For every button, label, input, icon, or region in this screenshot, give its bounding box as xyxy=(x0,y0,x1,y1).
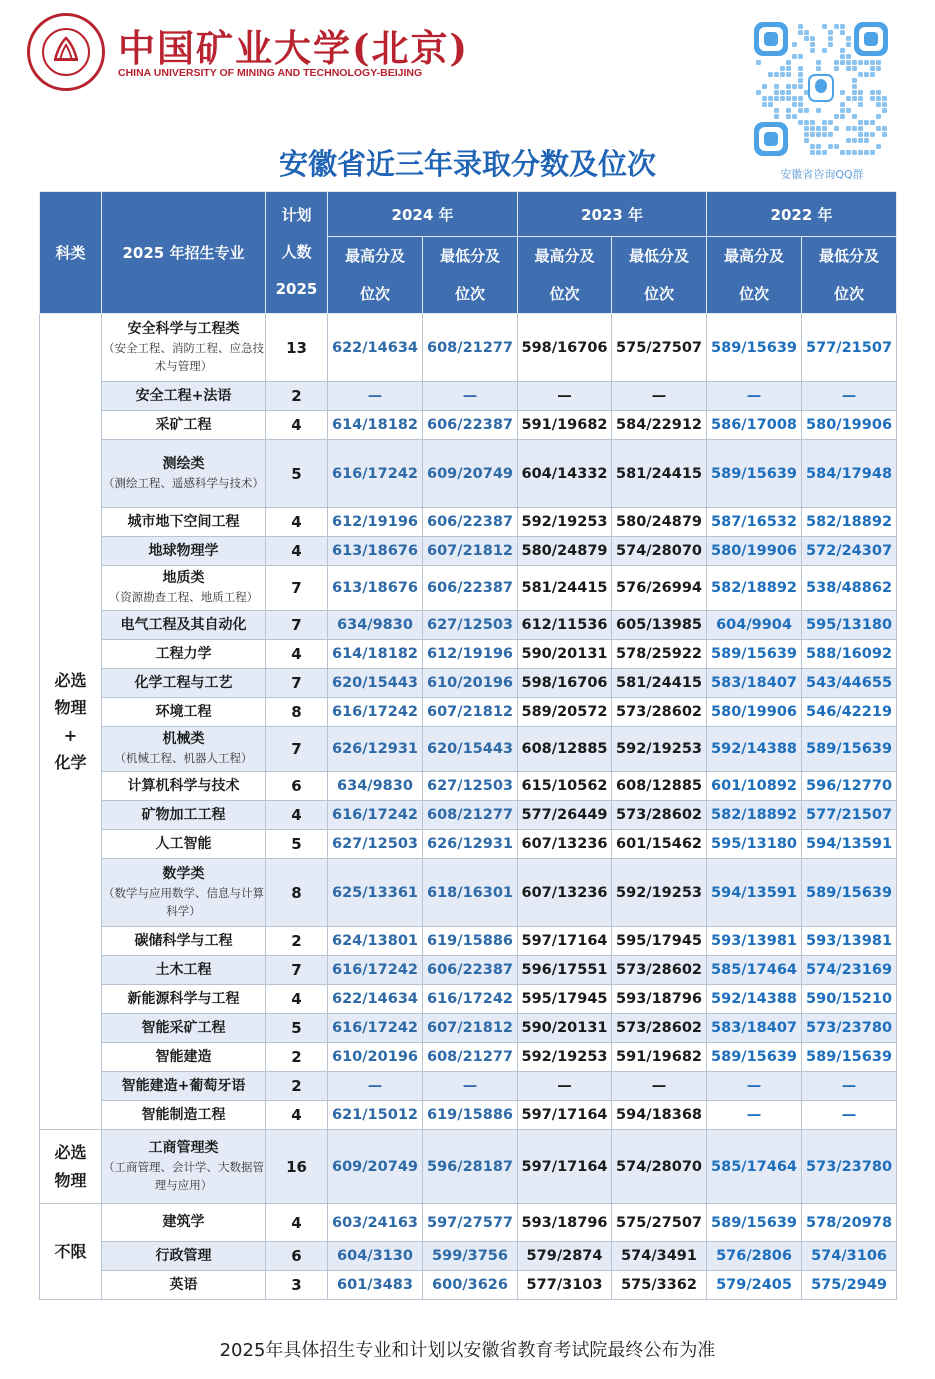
major-name: 采矿工程 xyxy=(102,411,266,440)
score-y2022-max: 595/13180 xyxy=(707,830,802,859)
header-2024-max: 最高分及 位次 xyxy=(328,237,423,314)
major-subjects: （工商管理、会计学、大数据管理与应用） xyxy=(103,1159,264,1192)
plan-count: 7 xyxy=(266,611,328,640)
table-row xyxy=(40,1101,897,1130)
score-y2022-max: 576/2806 xyxy=(707,1242,802,1271)
header-year-2023: 2023 年 xyxy=(518,192,707,237)
table-row xyxy=(40,1130,897,1204)
score-y2022-min: 582/18892 xyxy=(802,508,897,537)
plan-count: 7 xyxy=(266,566,328,611)
score-y2023-max: 595/17945 xyxy=(518,985,612,1014)
score-y2024-min: 607/21812 xyxy=(423,1014,518,1043)
score-y2022-min: 589/15639 xyxy=(802,727,897,772)
major-name: 新能源科学与工程 xyxy=(102,985,266,1014)
score-y2022-min: 593/13981 xyxy=(802,927,897,956)
score-y2023-min: 595/17945 xyxy=(612,927,707,956)
score-y2024-max: 626/12931 xyxy=(328,727,423,772)
major-subjects: （机械工程、机器人工程） xyxy=(114,751,253,766)
header-category: 科类 xyxy=(40,192,102,314)
score-y2024-min: 600/3626 xyxy=(423,1271,518,1300)
score-y2022-min: 580/19906 xyxy=(802,411,897,440)
table-row xyxy=(40,1072,897,1101)
plan-count: 8 xyxy=(266,859,328,927)
score-y2023-min: 573/28602 xyxy=(612,956,707,985)
score-y2024-min: — xyxy=(423,382,518,411)
score-y2023-max: 589/20572 xyxy=(518,698,612,727)
university-name-en: CHINA UNIVERSITY OF MINING AND TECHNOLOGY-BEIJING xyxy=(118,67,423,79)
plan-count: 7 xyxy=(266,669,328,698)
score-y2023-min: 574/28070 xyxy=(612,537,707,566)
score-y2022-min: 577/21507 xyxy=(802,314,897,382)
score-y2022-max: — xyxy=(707,1101,802,1130)
plan-count: 16 xyxy=(266,1130,328,1204)
score-y2024-max: 620/15443 xyxy=(328,669,423,698)
major-name: 地球物理学 xyxy=(102,537,266,566)
table-row xyxy=(40,830,897,859)
score-y2023-min: 575/27507 xyxy=(612,314,707,382)
plan-count: 5 xyxy=(266,440,328,508)
score-y2023-min: 580/24879 xyxy=(612,508,707,537)
major-name: 数学类 （数学与应用数学、信息与计算科学） xyxy=(102,859,266,927)
category-physics-chemistry: 必选 物理 + 化学 xyxy=(40,314,102,1130)
score-y2024-min: — xyxy=(423,1072,518,1101)
table-row xyxy=(40,859,897,927)
score-y2023-max: — xyxy=(518,1072,612,1101)
major-name: 矿物加工工程 xyxy=(102,801,266,830)
score-y2024-min: 607/21812 xyxy=(423,698,518,727)
major-name: 城市地下空间工程 xyxy=(102,508,266,537)
major-name: 工商管理类 （工商管理、会计学、大数据管理与应用） xyxy=(102,1130,266,1204)
category-unrestricted: 不限 xyxy=(40,1204,102,1300)
header-year-2022: 2022 年 xyxy=(707,192,897,237)
score-y2022-max: 582/18892 xyxy=(707,566,802,611)
score-y2024-max: 614/18182 xyxy=(328,640,423,669)
table-row xyxy=(40,640,897,669)
table-row xyxy=(40,508,897,537)
score-y2024-min: 597/27577 xyxy=(423,1204,518,1242)
score-y2022-max: 592/14388 xyxy=(707,727,802,772)
score-y2023-min: 573/28602 xyxy=(612,1014,707,1043)
score-y2024-min: 619/15886 xyxy=(423,1101,518,1130)
score-y2022-min: 573/23780 xyxy=(802,1014,897,1043)
major-subjects: （数学与应用数学、信息与计算科学） xyxy=(103,885,264,918)
score-y2022-min: 573/23780 xyxy=(802,1130,897,1204)
score-y2023-max: 577/3103 xyxy=(518,1271,612,1300)
score-y2023-max: 596/17551 xyxy=(518,956,612,985)
score-y2022-min: 572/24307 xyxy=(802,537,897,566)
score-y2024-min: 608/21277 xyxy=(423,801,518,830)
score-y2023-min: 573/28602 xyxy=(612,698,707,727)
table-row xyxy=(40,985,897,1014)
score-y2023-min: 575/27507 xyxy=(612,1204,707,1242)
score-y2022-max: 589/15639 xyxy=(707,440,802,508)
major-name: 安全工程+法语 xyxy=(102,382,266,411)
admission-score-table xyxy=(39,191,897,1300)
score-y2024-max: 609/20749 xyxy=(328,1130,423,1204)
score-y2022-max: 579/2405 xyxy=(707,1271,802,1300)
score-y2023-min: 576/26994 xyxy=(612,566,707,611)
score-y2024-max: 625/13361 xyxy=(328,859,423,927)
score-y2024-max: 616/17242 xyxy=(328,698,423,727)
score-y2024-min: 599/3756 xyxy=(423,1242,518,1271)
table-row xyxy=(40,382,897,411)
major-subjects: （资源勘查工程、地质工程） xyxy=(108,590,259,605)
major-name: 智能制造工程 xyxy=(102,1101,266,1130)
plan-count: 8 xyxy=(266,698,328,727)
score-y2024-min: 608/21277 xyxy=(423,1043,518,1072)
table-body xyxy=(40,314,897,1300)
table-row xyxy=(40,698,897,727)
header-2023-max: 最高分及 位次 xyxy=(518,237,612,314)
score-y2023-max: 597/17164 xyxy=(518,1130,612,1204)
score-y2023-min: 574/28070 xyxy=(612,1130,707,1204)
score-y2022-max: 589/15639 xyxy=(707,1043,802,1072)
score-y2023-max: 592/19253 xyxy=(518,508,612,537)
score-y2023-max: 612/11536 xyxy=(518,611,612,640)
score-y2023-max: 577/26449 xyxy=(518,801,612,830)
score-y2023-min: — xyxy=(612,1072,707,1101)
score-y2024-max: — xyxy=(328,1072,423,1101)
score-y2024-min: 609/20749 xyxy=(423,440,518,508)
score-y2024-min: 616/17242 xyxy=(423,985,518,1014)
score-y2023-max: 581/24415 xyxy=(518,566,612,611)
score-y2022-max: 589/15639 xyxy=(707,1204,802,1242)
score-y2023-max: 593/18796 xyxy=(518,1204,612,1242)
score-y2024-max: 616/17242 xyxy=(328,801,423,830)
score-y2024-max: 622/14634 xyxy=(328,985,423,1014)
score-y2024-min: 608/21277 xyxy=(423,314,518,382)
table-row xyxy=(40,956,897,985)
major-name: 化学工程与工艺 xyxy=(102,669,266,698)
table-row xyxy=(40,537,897,566)
score-y2023-max: 592/19253 xyxy=(518,1043,612,1072)
qr-caption: 安徽省咨询QQ群 xyxy=(780,168,864,181)
major-name: 智能建造+葡萄牙语 xyxy=(102,1072,266,1101)
header-2024-min: 最低分及 位次 xyxy=(423,237,518,314)
score-y2022-min: 577/21507 xyxy=(802,801,897,830)
header-major: 2025 年招生专业 xyxy=(102,192,266,314)
score-y2022-max: 586/17008 xyxy=(707,411,802,440)
score-y2022-max: 604/9904 xyxy=(707,611,802,640)
table-row xyxy=(40,1014,897,1043)
plan-count: 4 xyxy=(266,537,328,566)
score-y2022-min: — xyxy=(802,382,897,411)
score-y2023-min: 605/13985 xyxy=(612,611,707,640)
header-year-2024: 2024 年 xyxy=(328,192,518,237)
score-y2024-min: 606/22387 xyxy=(423,566,518,611)
major-name: 电气工程及其自动化 xyxy=(102,611,266,640)
score-y2022-min: 588/16092 xyxy=(802,640,897,669)
score-y2022-max: 594/13591 xyxy=(707,859,802,927)
major-subjects: （测绘工程、遥感科学与技术） xyxy=(103,475,264,490)
seal-emblem-icon xyxy=(52,36,80,62)
score-y2024-max: 613/18676 xyxy=(328,537,423,566)
score-y2024-max: 604/3130 xyxy=(328,1242,423,1271)
score-y2022-max: 580/19906 xyxy=(707,537,802,566)
major-name: 安全科学与工程类 （安全工程、消防工程、应急技术与管理） xyxy=(102,314,266,382)
score-y2024-min: 606/22387 xyxy=(423,411,518,440)
score-y2023-max: 590/20131 xyxy=(518,640,612,669)
plan-count: 2 xyxy=(266,382,328,411)
score-y2024-max: 622/14634 xyxy=(328,314,423,382)
table-row xyxy=(40,566,897,611)
score-y2022-min: 574/3106 xyxy=(802,1242,897,1271)
score-y2022-max: 583/18407 xyxy=(707,669,802,698)
score-y2024-max: 634/9830 xyxy=(328,611,423,640)
score-y2023-max: 607/13236 xyxy=(518,830,612,859)
score-y2023-max: 598/16706 xyxy=(518,669,612,698)
header-plan: 计划 人数 2025 xyxy=(266,192,328,314)
score-y2022-min: 575/2949 xyxy=(802,1271,897,1300)
header-2022-min: 最低分及 位次 xyxy=(802,237,897,314)
plan-count: 3 xyxy=(266,1271,328,1300)
table-row xyxy=(40,669,897,698)
major-name: 人工智能 xyxy=(102,830,266,859)
table-row xyxy=(40,440,897,508)
major-name: 碳储科学与工程 xyxy=(102,927,266,956)
score-y2022-max: 580/19906 xyxy=(707,698,802,727)
score-y2022-max: — xyxy=(707,1072,802,1101)
header xyxy=(0,0,935,190)
score-y2022-min: — xyxy=(802,1072,897,1101)
score-y2024-min: 606/22387 xyxy=(423,956,518,985)
plan-count: 4 xyxy=(266,1101,328,1130)
score-y2022-min: 578/20978 xyxy=(802,1204,897,1242)
score-y2022-max: — xyxy=(707,382,802,411)
major-name: 工程力学 xyxy=(102,640,266,669)
score-y2024-min: 612/19196 xyxy=(423,640,518,669)
plan-count: 4 xyxy=(266,411,328,440)
header-2022-max: 最高分及 位次 xyxy=(707,237,802,314)
score-y2024-min: 596/28187 xyxy=(423,1130,518,1204)
table-row xyxy=(40,1204,897,1242)
plan-count: 2 xyxy=(266,1072,328,1101)
score-y2023-max: 597/17164 xyxy=(518,927,612,956)
footer-note: 2025年具体招生专业和计划以安徽省教育考试院最终公布为准 xyxy=(219,1340,716,1361)
score-y2023-min: 592/19253 xyxy=(612,859,707,927)
score-y2022-max: 582/18892 xyxy=(707,801,802,830)
score-y2023-min: 594/18368 xyxy=(612,1101,707,1130)
score-y2024-min: 619/15886 xyxy=(423,927,518,956)
score-y2024-min: 627/12503 xyxy=(423,772,518,801)
score-y2023-min: 593/18796 xyxy=(612,985,707,1014)
major-name: 测绘类 （测绘工程、遥感科学与技术） xyxy=(102,440,266,508)
score-y2024-max: 610/20196 xyxy=(328,1043,423,1072)
score-y2023-max: 607/13236 xyxy=(518,859,612,927)
score-y2022-max: 587/16532 xyxy=(707,508,802,537)
page-title: 安徽省近三年录取分数及位次 xyxy=(278,147,656,181)
score-y2023-max: 608/12885 xyxy=(518,727,612,772)
major-name: 智能采矿工程 xyxy=(102,1014,266,1043)
score-y2022-max: 583/18407 xyxy=(707,1014,802,1043)
table-row xyxy=(40,927,897,956)
score-y2022-min: 584/17948 xyxy=(802,440,897,508)
table-row xyxy=(40,801,897,830)
table-row xyxy=(40,1043,897,1072)
table-row xyxy=(40,1271,897,1300)
plan-count: 4 xyxy=(266,640,328,669)
plan-count: 4 xyxy=(266,508,328,537)
score-y2023-max: 591/19682 xyxy=(518,411,612,440)
header-2023-min: 最低分及 位次 xyxy=(612,237,707,314)
plan-count: 4 xyxy=(266,1204,328,1242)
score-y2024-max: 614/18182 xyxy=(328,411,423,440)
score-y2024-min: 618/16301 xyxy=(423,859,518,927)
score-y2024-max: 613/18676 xyxy=(328,566,423,611)
score-y2024-max: 616/17242 xyxy=(328,440,423,508)
score-y2022-max: 592/14388 xyxy=(707,985,802,1014)
score-y2024-max: 621/15012 xyxy=(328,1101,423,1130)
major-name: 建筑学 xyxy=(102,1204,266,1242)
score-y2024-min: 626/12931 xyxy=(423,830,518,859)
score-y2023-min: 592/19253 xyxy=(612,727,707,772)
plan-count: 13 xyxy=(266,314,328,382)
score-y2022-max: 593/13981 xyxy=(707,927,802,956)
score-y2023-max: 590/20131 xyxy=(518,1014,612,1043)
plan-count: 5 xyxy=(266,1014,328,1043)
plan-count: 5 xyxy=(266,830,328,859)
plan-count: 4 xyxy=(266,801,328,830)
major-subjects: （安全工程、消防工程、应急技术与管理） xyxy=(103,340,264,373)
score-y2024-min: 606/22387 xyxy=(423,508,518,537)
score-y2023-min: 591/19682 xyxy=(612,1043,707,1072)
major-name: 环境工程 xyxy=(102,698,266,727)
university-seal-icon xyxy=(27,13,105,91)
score-y2023-min: — xyxy=(612,382,707,411)
score-y2024-max: 616/17242 xyxy=(328,956,423,985)
plan-count: 7 xyxy=(266,956,328,985)
score-y2024-max: — xyxy=(328,382,423,411)
score-y2023-max: 598/16706 xyxy=(518,314,612,382)
major-name: 地质类 （资源勘查工程、地质工程） xyxy=(102,566,266,611)
score-y2022-min: 543/44655 xyxy=(802,669,897,698)
major-name: 英语 xyxy=(102,1271,266,1300)
plan-count: 2 xyxy=(266,1043,328,1072)
score-y2022-min: 574/23169 xyxy=(802,956,897,985)
major-name: 智能建造 xyxy=(102,1043,266,1072)
score-y2022-min: 595/13180 xyxy=(802,611,897,640)
table-row xyxy=(40,314,897,382)
plan-count: 6 xyxy=(266,1242,328,1271)
major-name: 行政管理 xyxy=(102,1242,266,1271)
score-y2024-max: 612/19196 xyxy=(328,508,423,537)
score-y2022-min: 590/15210 xyxy=(802,985,897,1014)
score-y2022-max: 585/17464 xyxy=(707,956,802,985)
category-physics: 必选 物理 xyxy=(40,1130,102,1204)
score-y2022-min: 546/42219 xyxy=(802,698,897,727)
qq-group-qr-code-icon xyxy=(752,20,890,158)
plan-count: 4 xyxy=(266,985,328,1014)
plan-count: 7 xyxy=(266,727,328,772)
university-name-cn: 中国矿业大学(北京) xyxy=(118,26,470,70)
score-y2023-max: 579/2874 xyxy=(518,1242,612,1271)
score-y2023-max: 615/10562 xyxy=(518,772,612,801)
table-row xyxy=(40,1242,897,1271)
score-y2022-min: 589/15639 xyxy=(802,859,897,927)
score-y2023-min: 574/3491 xyxy=(612,1242,707,1271)
table-row xyxy=(40,772,897,801)
score-y2024-max: 627/12503 xyxy=(328,830,423,859)
table-row xyxy=(40,411,897,440)
score-y2024-min: 607/21812 xyxy=(423,537,518,566)
score-y2024-min: 620/15443 xyxy=(423,727,518,772)
score-y2023-min: 608/12885 xyxy=(612,772,707,801)
score-y2022-max: 589/15639 xyxy=(707,314,802,382)
score-y2024-max: 624/13801 xyxy=(328,927,423,956)
score-y2022-min: 589/15639 xyxy=(802,1043,897,1072)
table-row xyxy=(40,611,897,640)
score-y2024-max: 634/9830 xyxy=(328,772,423,801)
score-y2022-min: — xyxy=(802,1101,897,1130)
score-y2024-max: 603/24163 xyxy=(328,1204,423,1242)
score-y2023-min: 581/24415 xyxy=(612,440,707,508)
score-y2022-max: 589/15639 xyxy=(707,640,802,669)
plan-count: 2 xyxy=(266,927,328,956)
score-y2024-max: 601/3483 xyxy=(328,1271,423,1300)
score-y2023-min: 584/22912 xyxy=(612,411,707,440)
score-y2023-max: 604/14332 xyxy=(518,440,612,508)
score-y2023-min: 575/3362 xyxy=(612,1271,707,1300)
score-y2023-max: — xyxy=(518,382,612,411)
score-y2022-min: 538/48862 xyxy=(802,566,897,611)
score-y2022-max: 601/10892 xyxy=(707,772,802,801)
score-y2022-min: 594/13591 xyxy=(802,830,897,859)
major-name: 机械类 （机械工程、机器人工程） xyxy=(102,727,266,772)
score-y2023-max: 597/17164 xyxy=(518,1101,612,1130)
score-y2023-max: 580/24879 xyxy=(518,537,612,566)
major-name: 土木工程 xyxy=(102,956,266,985)
plan-count: 6 xyxy=(266,772,328,801)
table-row xyxy=(40,727,897,772)
score-y2023-min: 601/15462 xyxy=(612,830,707,859)
major-name: 计算机科学与技术 xyxy=(102,772,266,801)
score-y2024-max: 616/17242 xyxy=(328,1014,423,1043)
score-y2023-min: 578/25922 xyxy=(612,640,707,669)
score-y2023-min: 573/28602 xyxy=(612,801,707,830)
score-y2022-max: 585/17464 xyxy=(707,1130,802,1204)
score-y2022-min: 596/12770 xyxy=(802,772,897,801)
score-y2024-min: 627/12503 xyxy=(423,611,518,640)
score-y2024-min: 610/20196 xyxy=(423,669,518,698)
score-y2023-min: 581/24415 xyxy=(612,669,707,698)
